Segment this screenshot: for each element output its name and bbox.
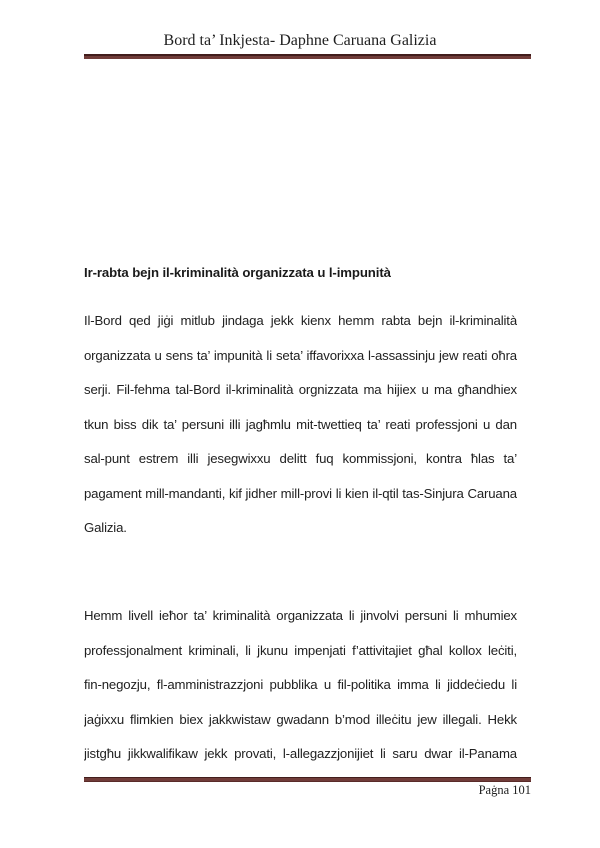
paragraph-2 — [84, 599, 517, 772]
header-divider-rule — [84, 54, 531, 59]
page-header-title: Bord ta’ Inkjesta- Daphne Caruana Galizia — [163, 32, 437, 49]
paragraph-line: fin-negozju, fl-amministrazzjoni pubblika u fil-politika imma li jiddeċiedu li — [84, 677, 517, 692]
paragraph-line: professjonalment kriminali, li jkunu impenjati f’attivitajiet għal kollox leċiti, — [84, 642, 517, 658]
paragraph-line: Il-Bord qed jiġi mitlub jindaga jekk kienx hemm rabta bejn il-kriminalità — [84, 313, 517, 328]
section-heading: Ir-rabta bejn il-kriminalità organizzata u l-impunità — [84, 265, 391, 280]
paragraph-line: sal-punt estrem illi jesegwixxu delitt fuq kommissjoni, kontra ħlas ta’ — [84, 451, 517, 466]
footer-page-number: Paġna 101 — [478, 783, 531, 797]
paragraph-1 — [84, 304, 517, 546]
paragraph-line: jistgħu jikkwalifikaw jekk provati, l-allegazzjonijiet li saru dwar il-Panama — [84, 746, 517, 761]
paragraph-line: pagament mill-mandanti, kif jidher mill-provi li kien il-qtil tas-Sinjura Caruana — [84, 485, 517, 501]
paragraph-line: serji. Fil-fehma tal-Bord il-kriminalità orgnizzata ma hijiex u ma għandhiex — [84, 382, 517, 397]
paragraph-line: tkun biss dik ta’ persuni illi jagħmlu mit-twettieq ta’ reati professjoni u dan — [84, 416, 517, 432]
paragraph-line: Hemm livell ieħor ta’ kriminalità organizzata li jinvolvi persuni li mhumiex — [84, 608, 517, 623]
paragraph-line: jaġixxu flimkien biex jakkwistaw gwadann b’mod illeċitu jew illegali. Hekk — [84, 711, 517, 727]
paragraph-line: Galizia. — [84, 520, 127, 535]
paragraph-line: organizzata u sens ta’ impunità li seta’ iffavorixxa l-assassinju jew reati oħra — [84, 347, 517, 363]
